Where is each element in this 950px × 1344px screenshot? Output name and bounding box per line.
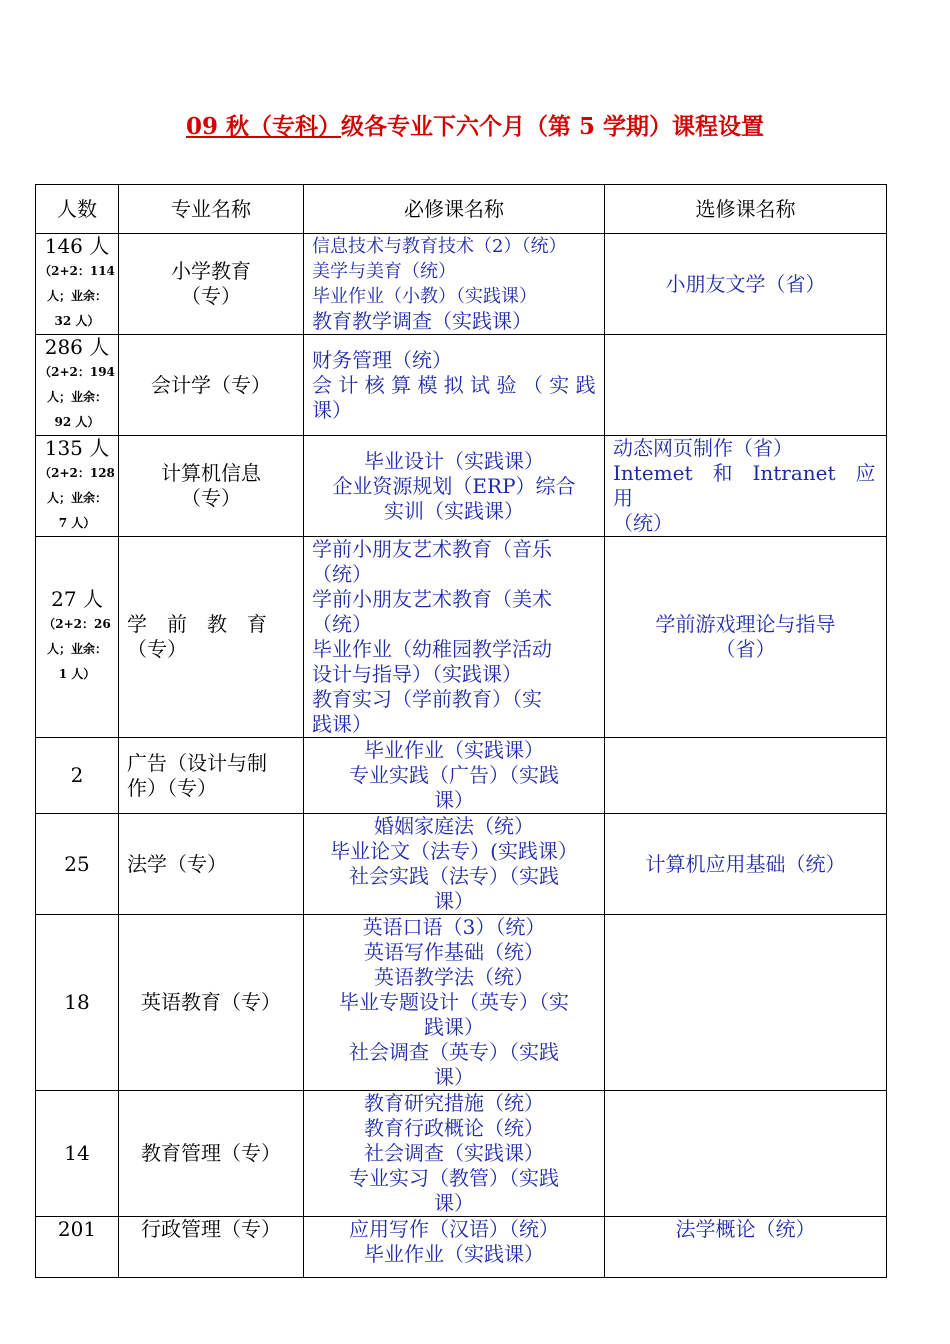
header-elective: 选修课名称 (605, 185, 887, 234)
required-cell: 应用写作（汉语）（统） 毕业作业（实践课） (304, 1217, 605, 1278)
title-part-underlined: 09 秋（专科） (185, 113, 341, 140)
table-row (36, 1217, 887, 1278)
header-count: 人数 (36, 185, 119, 234)
count-cell: 18 (36, 915, 119, 1091)
major-cell: 教育管理（专） (119, 1091, 304, 1217)
table-header-row (36, 185, 887, 234)
elective-cell: 动态网页制作（省） Intemet 和 Intranet 应 用 （统） (605, 436, 887, 537)
required-cell: 信息技术与教育技术（2）（统） 美学与美育（统） 毕业作业（小教）（实践课） 教育教学调查（实践课） (304, 234, 605, 335)
table-row (36, 1091, 887, 1217)
elective-cell: 法学概论（统） (605, 1217, 887, 1278)
required-cell: 教育研究措施（统） 教育行政概论（统） 社会调查（实践课） 专业实习（教管）（实践 课） (304, 1091, 605, 1217)
major-cell: 会计学（专） (119, 335, 304, 436)
required-cell: 财务管理（统） 会 计 核 算 模 拟 试 验 （ 实 践 课） (304, 335, 605, 436)
table-row (36, 234, 887, 335)
major-cell: 小学教育 （专） (119, 234, 304, 335)
major-cell: 英语教育（专） (119, 915, 304, 1091)
major-cell: 计算机信息 （专） (119, 436, 304, 537)
elective-cell (605, 738, 887, 814)
count-cell: 146 人 （2+2：114 人；业余： 32 人） (36, 234, 119, 335)
required-cell: 英语口语（3）（统） 英语写作基础（统） 英语教学法（统） 毕业专题设计（英专）（实 践课） 社会调查（英专）（实践 课） (304, 915, 605, 1091)
required-cell: 毕业作业（实践课） 专业实践（广告）（实践 课） (304, 738, 605, 814)
title-part-rest: 级各专业下六个月（第 5 学期）课程设置 (340, 113, 765, 140)
header-major: 专业名称 (119, 185, 304, 234)
count-cell: 286 人 （2+2：194 人；业余： 92 人） (36, 335, 119, 436)
elective-cell: 小朋友文学（省） (605, 234, 887, 335)
major-cell: 法学（专） (119, 814, 304, 915)
required-cell: 婚姻家庭法（统） 毕业论文（法专）(实践课） 社会实践（法专）（实践 课） (304, 814, 605, 915)
elective-cell (605, 1091, 887, 1217)
count-cell: 135 人 （2+2：128 人；业余： 7 人） (36, 436, 119, 537)
table-row (36, 814, 887, 915)
major-cell: 广告（设计与制 作）（专） (119, 738, 304, 814)
elective-cell: 学前游戏理论与指导 （省） (605, 537, 887, 738)
required-cell: 毕业设计（实践课） 企业资源规划（ERP）综合 实训（实践课） (304, 436, 605, 537)
table-row (36, 738, 887, 814)
page-title (0, 110, 950, 144)
table-row (36, 915, 887, 1091)
table-row (36, 335, 887, 436)
count-cell: 14 (36, 1091, 119, 1217)
elective-cell (605, 915, 887, 1091)
count-cell: 201 (36, 1217, 119, 1278)
table-row (36, 537, 887, 738)
elective-cell (605, 335, 887, 436)
count-cell: 2 (36, 738, 119, 814)
elective-cell: 计算机应用基础（统） (605, 814, 887, 915)
required-cell: 学前小朋友艺术教育（音乐 （统） 学前小朋友艺术教育（美术 （统） 毕业作业（幼稚园教学活动 设计与指导）（实践课） 教育实习（学前教育）（实 践课） (304, 537, 605, 738)
count-cell: 25 (36, 814, 119, 915)
count-cell: 27 人 （2+2：26 人；业余： 1 人） (36, 537, 119, 738)
header-required: 必修课名称 (304, 185, 605, 234)
course-table (35, 184, 896, 1278)
major-cell: 行政管理（专） (119, 1217, 304, 1278)
table-row (36, 436, 887, 537)
major-cell: 学 前 教 育 （专） (119, 537, 304, 738)
